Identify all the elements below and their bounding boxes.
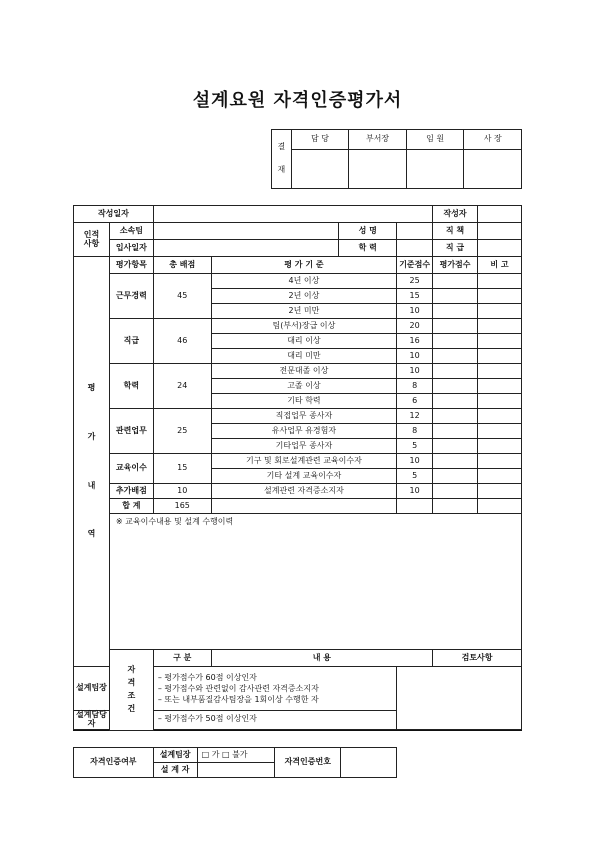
eval-header-item: 평가항목 bbox=[109, 257, 153, 274]
writer-value[interactable] bbox=[478, 206, 522, 223]
base-score: 25 bbox=[397, 274, 433, 289]
criteria: 대리 미만 bbox=[211, 349, 397, 364]
eval-score-cell[interactable] bbox=[433, 364, 478, 379]
base-score: 10 bbox=[397, 454, 433, 469]
sum-label: 합 계 bbox=[109, 499, 153, 514]
personal-info-label: 인적 사항 bbox=[74, 223, 110, 257]
eval-total: 46 bbox=[153, 319, 211, 364]
base-score: 10 bbox=[397, 304, 433, 319]
criteria: 대리 이상 bbox=[211, 334, 397, 349]
criteria: 유사업무 유경험자 bbox=[211, 424, 397, 439]
criteria: 팀(부서)장급 이상 bbox=[211, 319, 397, 334]
qual-side-label: 자 격 조 건 bbox=[109, 650, 153, 731]
remarks-cell[interactable] bbox=[478, 364, 522, 379]
criteria: 직접업무 종사자 bbox=[211, 409, 397, 424]
remarks-cell[interactable] bbox=[478, 379, 522, 394]
qual-leader-item: – 평가점수가 60점 이상인자 bbox=[157, 672, 257, 682]
criteria: 4년 이상 bbox=[211, 274, 397, 289]
approval-sign-staff[interactable] bbox=[291, 150, 349, 189]
approval-sign-dept-head[interactable] bbox=[349, 150, 407, 189]
eval-header-eval-score: 평가점수 bbox=[433, 257, 478, 274]
criteria: 기타 학력 bbox=[211, 394, 397, 409]
base-score: 20 bbox=[397, 319, 433, 334]
remarks-cell[interactable] bbox=[478, 424, 522, 439]
eval-score-cell[interactable] bbox=[433, 304, 478, 319]
qual-review-cell[interactable] bbox=[397, 667, 522, 730]
remarks-cell[interactable] bbox=[478, 349, 522, 364]
eval-score-cell[interactable] bbox=[433, 454, 478, 469]
approval-sign-executive[interactable] bbox=[406, 150, 464, 189]
eval-header-base-score: 기준점수 bbox=[397, 257, 433, 274]
eval-score-cell[interactable] bbox=[433, 484, 478, 499]
position-value[interactable] bbox=[478, 223, 522, 240]
eval-item-education: 학력 bbox=[109, 364, 153, 409]
dept-value[interactable] bbox=[153, 223, 339, 240]
qual-leader-item: – 또는 내부품질감사팀장을 1회이상 수행한 자 bbox=[157, 695, 319, 705]
date-value[interactable] bbox=[153, 206, 432, 223]
name-label: 성 명 bbox=[339, 223, 397, 240]
criteria: 기타 설계 교육이수자 bbox=[211, 469, 397, 484]
eval-item-extra: 추가배점 bbox=[109, 484, 153, 499]
eval-item-related-work: 관련업무 bbox=[109, 409, 153, 454]
education-label: 학 력 bbox=[339, 240, 397, 257]
eval-score-cell[interactable] bbox=[433, 289, 478, 304]
approval-col-executive: 임 원 bbox=[406, 130, 464, 150]
qual-staff-label: 설계담당자 bbox=[74, 711, 110, 730]
eval-score-cell[interactable] bbox=[433, 424, 478, 439]
eval-total: 15 bbox=[153, 454, 211, 484]
base-score: 8 bbox=[397, 424, 433, 439]
base-score: 5 bbox=[397, 439, 433, 454]
education-value[interactable] bbox=[397, 240, 433, 257]
position-label: 직 책 bbox=[433, 223, 478, 240]
approval-col-president: 사 장 bbox=[464, 130, 522, 150]
eval-item-grade: 직급 bbox=[109, 319, 153, 364]
evaluation-form bbox=[73, 205, 522, 731]
criteria: 전문대졸 이상 bbox=[211, 364, 397, 379]
qual-leader-content bbox=[153, 667, 396, 711]
approval-col-staff: 담 당 bbox=[291, 130, 349, 150]
eval-score-cell[interactable] bbox=[433, 274, 478, 289]
eval-score-cell[interactable] bbox=[433, 349, 478, 364]
eval-item-career: 근무경력 bbox=[109, 274, 153, 319]
qual-staff-item: – 평가점수가 50점 이상인자 bbox=[153, 711, 396, 730]
base-score: 8 bbox=[397, 379, 433, 394]
eval-score-cell[interactable] bbox=[433, 334, 478, 349]
sum-value: 165 bbox=[153, 499, 211, 514]
sum-eval-score-cell[interactable] bbox=[433, 499, 478, 514]
base-score: 15 bbox=[397, 289, 433, 304]
grade-value[interactable] bbox=[478, 240, 522, 257]
eval-score-cell[interactable] bbox=[433, 394, 478, 409]
remarks-cell[interactable] bbox=[478, 394, 522, 409]
qual-leader-label: 설계팀장 bbox=[74, 667, 110, 711]
sum-remarks-cell[interactable] bbox=[478, 499, 522, 514]
qual-header-content: 내 용 bbox=[211, 650, 432, 667]
eval-score-cell[interactable] bbox=[433, 409, 478, 424]
base-score: 10 bbox=[397, 484, 433, 499]
eval-header-criteria: 평 가 기 준 bbox=[211, 257, 397, 274]
name-value[interactable] bbox=[397, 223, 433, 240]
grade-label: 직 급 bbox=[433, 240, 478, 257]
cert-number-label: 자격인증번호 bbox=[275, 748, 341, 778]
date-label: 작성일자 bbox=[74, 206, 154, 223]
remarks-cell[interactable] bbox=[478, 334, 522, 349]
training-history-note: ※ 교육이수내용 및 설계 수행이력 bbox=[115, 517, 234, 526]
remarks-cell[interactable] bbox=[478, 469, 522, 484]
cert-leader-label: 설계팀장 bbox=[153, 748, 197, 763]
remarks-cell[interactable] bbox=[478, 319, 522, 334]
remarks-cell[interactable] bbox=[478, 274, 522, 289]
remarks-cell[interactable] bbox=[478, 289, 522, 304]
cert-staff-label: 설 계 자 bbox=[153, 763, 197, 778]
eval-total: 25 bbox=[153, 409, 211, 454]
hire-date-label: 입사일자 bbox=[109, 240, 153, 257]
cert-label: 자격인증여부 bbox=[74, 748, 154, 778]
base-score: 10 bbox=[397, 349, 433, 364]
qual-leader-item: – 평가점수와 관련없이 감사관련 자격증소지자 bbox=[157, 683, 319, 693]
eval-score-cell[interactable] bbox=[433, 379, 478, 394]
eval-score-cell[interactable] bbox=[433, 469, 478, 484]
criteria: 고졸 이상 bbox=[211, 379, 397, 394]
base-score: 12 bbox=[397, 409, 433, 424]
eval-total: 24 bbox=[153, 364, 211, 409]
approval-box bbox=[271, 129, 522, 189]
cert-options[interactable]: □ 가 □ 불가 bbox=[197, 748, 275, 763]
base-score: 5 bbox=[397, 469, 433, 484]
criteria: 2년 이상 bbox=[211, 289, 397, 304]
training-history-area[interactable] bbox=[109, 514, 521, 650]
eval-side-label: 평 가 내 역 bbox=[74, 257, 110, 667]
dept-label: 소속팀 bbox=[109, 223, 153, 240]
criteria: 기타업무 종사자 bbox=[211, 439, 397, 454]
remarks-cell[interactable] bbox=[478, 409, 522, 424]
remarks-cell[interactable] bbox=[478, 304, 522, 319]
sum-criteria-cell bbox=[211, 499, 397, 514]
eval-total: 10 bbox=[153, 484, 211, 499]
writer-label: 작성자 bbox=[433, 206, 478, 223]
approval-label: 결 재 bbox=[272, 130, 292, 189]
eval-item-training: 교육이수 bbox=[109, 454, 153, 484]
certification-table bbox=[73, 747, 397, 778]
eval-score-cell[interactable] bbox=[433, 319, 478, 334]
eval-score-cell[interactable] bbox=[433, 439, 478, 454]
eval-header-total: 총 배점 bbox=[153, 257, 211, 274]
criteria: 2년 미만 bbox=[211, 304, 397, 319]
approval-col-dept-head: 부서장 bbox=[349, 130, 407, 150]
approval-sign-president[interactable] bbox=[464, 150, 522, 189]
page-title: 설계요원 자격인증평가서 bbox=[192, 90, 403, 111]
eval-header-remarks: 비 고 bbox=[478, 257, 522, 274]
criteria: 설계관련 자격증소지자 bbox=[211, 484, 397, 499]
qual-header-div: 구 분 bbox=[153, 650, 211, 667]
eval-total: 45 bbox=[153, 274, 211, 319]
cert-staff-value[interactable] bbox=[197, 763, 275, 778]
remarks-cell[interactable] bbox=[478, 484, 522, 499]
hire-date-value[interactable] bbox=[153, 240, 339, 257]
remarks-cell[interactable] bbox=[478, 454, 522, 469]
cert-number-value[interactable] bbox=[341, 748, 397, 778]
remarks-cell[interactable] bbox=[478, 439, 522, 454]
base-score: 16 bbox=[397, 334, 433, 349]
base-score: 10 bbox=[397, 364, 433, 379]
qual-header-review: 검토사항 bbox=[433, 650, 522, 667]
criteria: 기구 및 회로설계관련 교육이수자 bbox=[211, 454, 397, 469]
base-score: 6 bbox=[397, 394, 433, 409]
sum-base-score-cell bbox=[397, 499, 433, 514]
